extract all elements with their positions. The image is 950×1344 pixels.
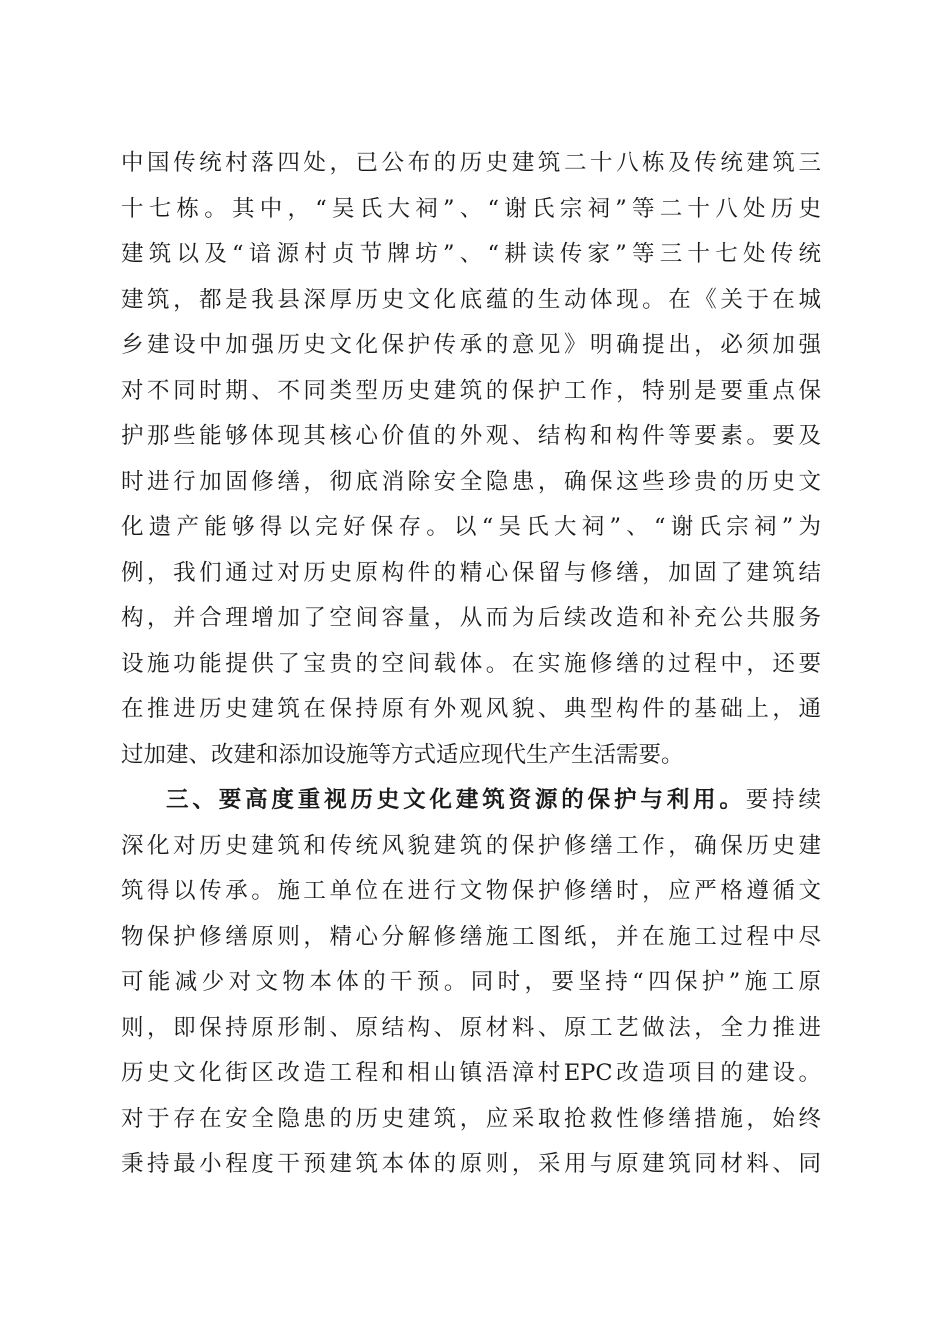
text-line: 物保护修缮原则，精心分解修缮施工图纸，并在施工过程中尽	[121, 923, 821, 950]
text-line: 筑得以传承。施工单位在进行文物保护修缮时，应严格遵循文	[121, 878, 821, 904]
heading-line-continuation: 要持续	[745, 787, 821, 813]
text-line: 中国传统村落四处，已公布的历史建筑二十八栋及传统建筑三	[121, 150, 821, 176]
text-line: 秉持最小程度干预建筑本体的原则，采用与原建筑同材料、同	[121, 1151, 821, 1177]
text-line: 可能减少对文物本体的干预。同时，要坚持“四保护”施工原	[121, 969, 821, 995]
text-line: 建筑以及“谙源村贞节牌坊”、“耕读传家”等三十七处传统	[121, 241, 821, 267]
text-line: 深化对历史建筑和传统风貌建筑的保护修缮工作，确保历史建	[121, 832, 821, 859]
text-line: 护那些能够体现其核心价值的外观、结构和构件等要素。要及	[121, 423, 821, 449]
text-line: 历史文化街区改造工程和相山镇浯漳村EPC改造项目的建设。	[121, 1060, 821, 1086]
text-line: 设施功能提供了宝贵的空间载体。在实施修缮的过程中，还要	[121, 650, 821, 677]
body-text	[121, 141, 821, 1188]
text-line: 对不同时期、不同类型历史建筑的保护工作，特别是要重点保	[121, 377, 821, 404]
paragraph-1	[121, 141, 821, 778]
text-line: 建筑，都是我县深厚历史文化底蕴的生动体现。在《关于在城	[121, 286, 821, 313]
text-line: 时进行加固修缮，彻底消除安全隐患，确保这些珍贵的历史文	[121, 468, 821, 495]
text-line: 化遗产能够得以完好保存。以“吴氏大祠”、“谢氏宗祠”为	[121, 514, 821, 540]
text-line: 例，我们通过对历史原构件的精心保留与修缮，加固了建筑结	[121, 559, 821, 586]
text-line: 对于存在安全隐患的历史建筑，应采取抢救性修缮措施，始终	[121, 1105, 821, 1132]
text-line: 在推进历史建筑在保持原有外观风貌、典型构件的基础上，通	[121, 696, 821, 722]
text-line: 十七栋。其中，“吴氏大祠”、“谢氏宗祠”等二十八处历史	[121, 195, 821, 222]
text-line: 则，即保持原形制、原结构、原材料、原工艺做法，全力推进	[121, 1014, 821, 1041]
text-line: 过加建、改建和添加设施等方式适应现代生产生活需要。	[121, 741, 684, 768]
section-heading-line	[121, 778, 821, 824]
text-line: 构，并合理增加了空间容量，从而为后续改造和补充公共服务	[121, 605, 821, 631]
section-heading: 三、要高度重视历史文化建筑资源的保护与利用。	[166, 787, 746, 813]
paragraph-2	[121, 778, 821, 1188]
text-line: 乡建设中加强历史文化保护传承的意见》明确提出，必须加强	[121, 332, 821, 358]
